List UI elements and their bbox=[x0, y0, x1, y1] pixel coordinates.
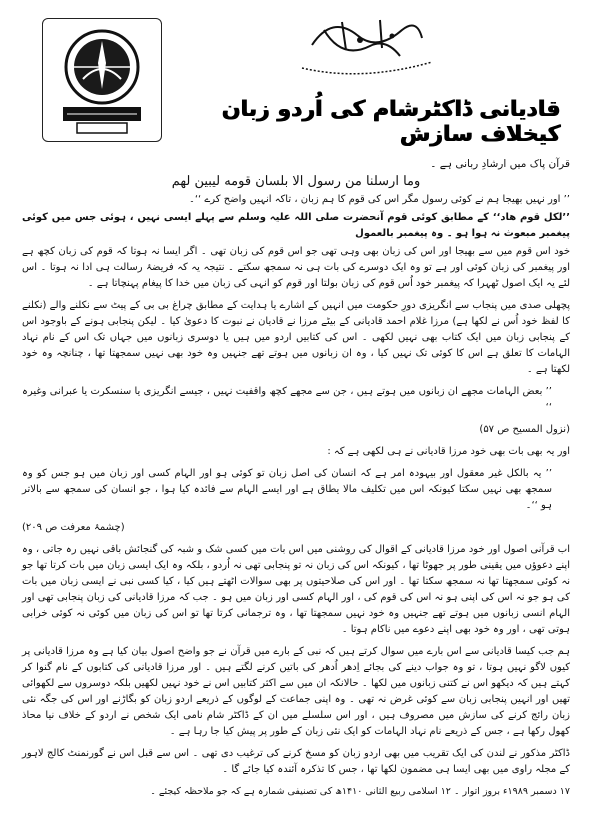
quran-verse: وما ارسلنا من رسول الا بلسان قومه لیبین لهم bbox=[171, 174, 421, 189]
article-title-box bbox=[190, 97, 560, 147]
paragraph-6: ڈاکٹر مذکور نے لندن کی ایک تقریب میں بھی اردو زبان کو مسخ کرنے کی ترغیب دی تھی ۔ اس سے قبل اس نے گورنمنٹ کالج لاہور کے مجلہ راوی میں بھی ایسا ہی مضمون لکھا تھا ، جس کا تذکرہ آئندہ کیا جائے گا ۔ bbox=[22, 748, 570, 775]
footer-note: ۱۷ دسمبر ۱۹۸۹ء بروز اتوار ۔ ۱۲ اسلامی ربیع الثانی ۱۴۱۰ھ کی تصنیفی شمارہ ہے کہ جو ملاحظہ کیجئے ۔ bbox=[150, 786, 570, 797]
quote-2-reference: (چشمۂ معرفت ص ۲۰۹) bbox=[22, 522, 125, 533]
paragraph-2: پچھلی صدی میں پنجاب سے انگریزی دورِ حکومت میں انہیں کے اشارے یا ہدایت کے مطابق چراغ بی بی کے پیٹ سے نکلنے والے (نکلنے کا لفظ خود اُس نے لکھا ہے) مرزا غلام احمد قادیانی کے بیٹے مرزا نے قادیان نے نبوت کا دعویٰ کیا ۔ لیکن پنجابی ہونے کے باوجود اس کے پنجابی زبان میں ایک کتاب بھی نہیں لکھی ۔ اس کی کتابیں اردو میں ہیں یا دوسری زبانوں میں جہاں تک اس کے نام نہاد الہامات کا تعلق ہے اس کا کوئی تک نہیں کیا ، وہ ان زبانوں میں ہوتے تھے جنہیں وہ خود بھی نہیں سمجھتا تھا ، چنانچہ وہ خود لکھتا ہے ۔ bbox=[22, 300, 570, 375]
paragraph-4: اب قرآنی اصول اور خود مرزا قادیانی کے اقوال کی روشنی میں اس بات میں کسی شک و شبہ کی گنجائش باقی نہیں رہ جاتی ، وہ اپنے دعوؤں میں یقینی طور پر جھوٹا تھا ، کیونکہ اس کی زبان نہ تو پنجابی تھی نہ اُردو ، بلکہ وہ ایک ایسی زبان میں بات کرتا تھا جو نہ کوئی سمجھتا تھا نہ سمجھ سکتا تھا ۔ اور اس کی صلاحیتوں پر بھی سوالات اٹھتے ہیں کیا ، کیا کسی نبی نے ایسی زبان میں بات کی ہو جو نہ اس کی اپنی ہو نہ اس کی قوم کی ، اور الہام کسی اور زبان میں ہو ۔ جب کہ مرزا قادیانی کی زبان پنجابی تھی اور الہام انسی زبانوں میں ہوتے تھے جنہیں وہ خود نہیں سمجھتا تھا ، وہ ترجمانی کرتا تھا تو اس کی زبان میں کوئی نہ کوئی خرابی ہوتی تھی ، اور وہ خود بھی اپنے دعوے میں ناکام ہوتا ۔ bbox=[22, 544, 570, 635]
verse-translation: ’’ اور نہیں بھیجا ہم نے کوئی رسول مگر اس کی قوم کا ہم زبان ، تاکہ انہیں واضح کرے ‘‘۔ bbox=[189, 194, 570, 205]
article-body bbox=[22, 156, 570, 806]
paragraph-5: ہم جب کیسا قادیانی سے اس بارے میں سوال کرتے ہیں کہ نبی کے بارے میں قرآن نے جو واضح اصول بیان کیا ہے وہ مرزا قادیانی پر کیوں لاگو نہیں ہوتا ، تو وہ جواب دینے کی بجائے اِدھر اُدھر کی باتیں کرنے لگتے ہیں ۔ اور مرزا قادیانی کی کتابوں کے نام گنوا کر کہتے ہیں کہ دیکھو اس نے کتنی زبانوں میں لکھا ۔ حالانکہ ان میں سے اکثر کتابیں اس نے خود نہیں لکھیں بلکہ دوسروں سے لکھوائی تھیں اور انہیں پنجابی زبان سے کوئی غرض نہ تھی ۔ وہ اپنی جماعت کے لوگوں کے ذریعے اردو زبان کو بگاڑنے اور اس کی جگہ نئی زبان رائج کرنے کی سازش میں مصروف ہیں ، اور اس سلسلے میں ان کے ڈاکٹر شام نامی ایک شخص نے اردو کے خلاف نیا محاذ کھول رکھا ہے ، جس کے ذریعے نام نہاد الہامات کو ایک نئی زبان کے طور پر پیش کیا جا رہا ہے ۔ bbox=[22, 646, 570, 737]
page-header bbox=[0, 0, 590, 100]
organization-emblem-icon bbox=[42, 18, 162, 142]
paragraph-1: خود اس قوم میں سے بھیجا اور اس کی زبان بھی وہی تھی جو اس قوم کی زبان تھی ۔ اگر ایسا نہ ہوتا کہ قوم کی زبان کچھ ہے اور پیغمبر کی زبان کوئی اور ہے تو وہ ایک دوسرے کی بات ہی نہ سمجھ سکتے ۔ نتیجہ یہ کہ فریضۂ رسالت ہی ادا نہ ہوتا ۔ اس لئے یہ ایک اصول ٹھہرا کہ پیغمبر خود اُس قوم کی زبان بولتا اور قوم کو انہی کی زبان میں خدا کا پیغام پہنچاتا ہے ۔ bbox=[22, 246, 570, 289]
calligraphy-seal-icon bbox=[282, 10, 442, 80]
hadith-quote: ’’لکل قوم ھاد‘‘ کے مطابق کوئی قوم آنحضرت صلی اللہ علیہ وسلم سے پہلے ایسی نہیں ، ہوئی جس میں کوئی پیغمبر مبعوث نہ ہوا ہو ۔ وہ پیغمبر بالعمول bbox=[22, 212, 570, 239]
quote-block-2: ’’ یہ بالکل غیر معقول اور بیہودہ امر ہے کہ انسان کی اصل زبان تو کوئی ہو اور الہام کسی اور زبان میں ہو جس کو وہ سمجھ بھی نہیں سکتا کیونکہ اس میں تکلیف مالا یطاق ہے اور ایسے الہام سے فائدہ کیا ہوا ، جو انسان کی سمجھ سے بالاتر ہو ‘‘۔ bbox=[22, 468, 552, 511]
intro-line: قرآن پاک میں ارشادِ ربانی ہے ۔ bbox=[430, 158, 570, 170]
paragraph-3: اور یہ بھی بات بھی خود مرزا قادیانی نے ہی لکھی ہے کہ : bbox=[327, 446, 570, 457]
article-title: قادیانی ڈاکٹرشام کی اُردو زبان کیخلاف سازش bbox=[221, 97, 560, 147]
quote-1-reference: (نزول المسیح ص ۵۷) bbox=[479, 424, 570, 435]
quote-block-1: ’’ بعض الہامات مجھے ان زبانوں میں ہوتے ہیں ، جن سے مجھے کچھ واقفیت نہیں ، جیسے انگریزی یا سنسکرت یا عبرانی وغیرہ ‘‘ bbox=[22, 386, 552, 413]
